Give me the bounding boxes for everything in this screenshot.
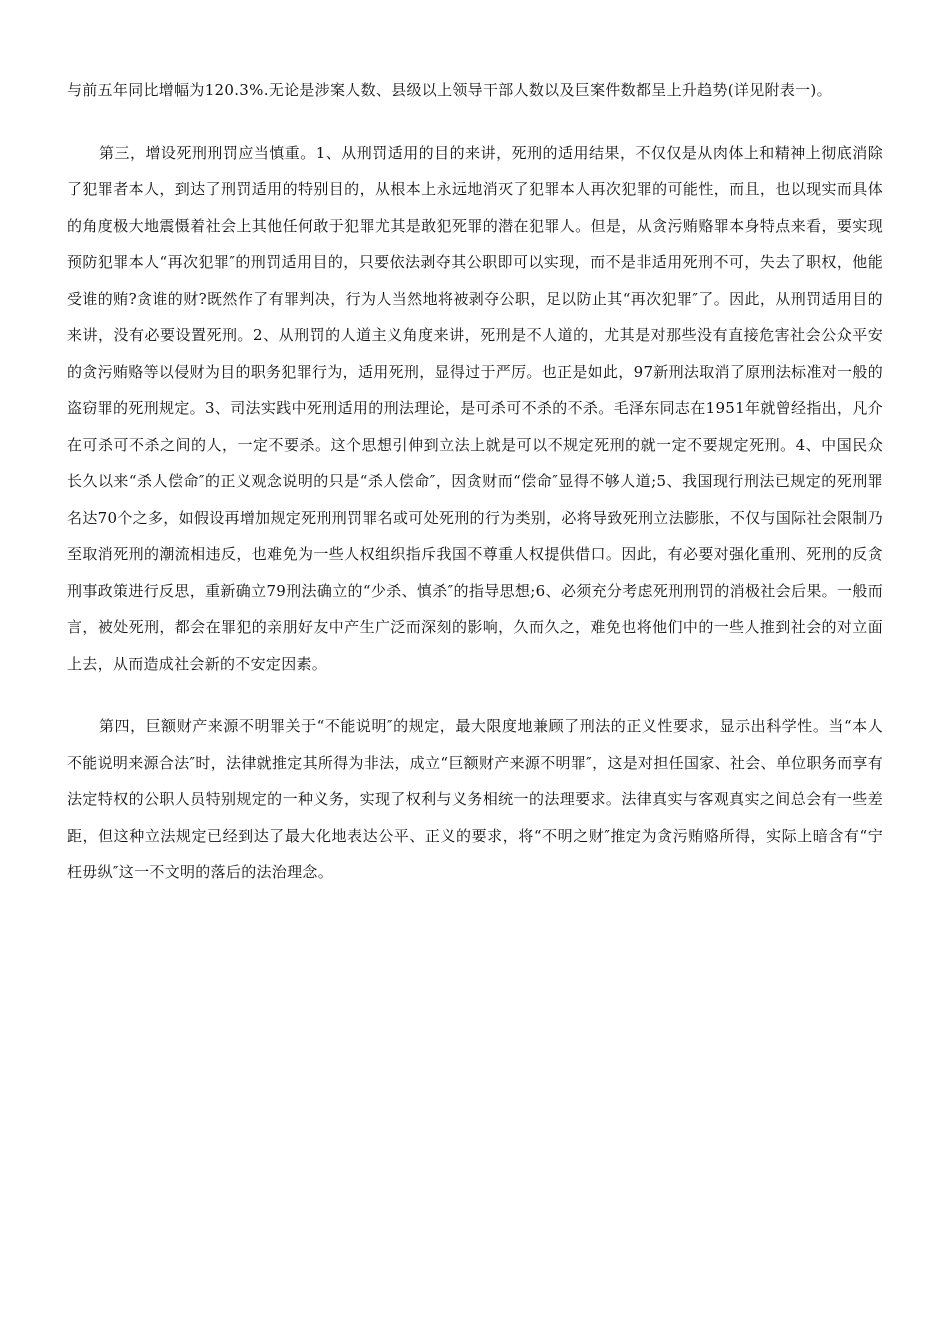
paragraph-continuation: 与前五年同比增幅为120.3%.无论是涉案人数、县级以上领导干部人数以及巨案件数都呈上升趋势(详见附表一)。 xyxy=(67,81,832,99)
document-page xyxy=(67,72,883,891)
paragraph-fourth-point: 第四，巨额财产来源不明罪关于“不能说明″的规定，最大限度地兼顾了刑法的正义性要求，显示出科学性。当“本人不能说明来源合法″时，法律就推定其所得为非法，成立“巨额财产来源不明罪″，这是对担任国家、社会、单位职务而享有法定特权的公职人员特别规定的一种义务，实现了权利与义务相统一的法理要求。法律真实与客观真实之间总会有一些差距，但这种立法规定已经到达了最大化地表达公平、正义的要求，将“不明之财″推定为贪污贿赂所得，实际上暗含有“宁枉毋纵″这一不文明的落后的法治理念。 xyxy=(67,717,883,881)
paragraph-third-point: 第三，增设死刑刑罚应当慎重。1、从刑罚适用的目的来讲，死刑的适用结果，不仅仅是从肉体上和精神上彻底消除了犯罪者本人，到达了刑罚适用的特别目的，从根本上永远地消灭了犯罪本人再次犯罪的可能性，而且，也以现实而具体的角度极大地震慑着社会上其他任何敢于犯罪尤其是敢犯死罪的潜在犯罪人。但是，从贪污贿赂罪本身特点来看，要实现预防犯罪本人“再次犯罪″的刑罚适用目的，只要依法剥夺其公职即可以实现，而不是非适用死刑不可，失去了职权，他能受谁的贿?贪谁的财?既然作了有罪判决，行为人当然地将被剥夺公职，足以防止其“再次犯罪″了。因此，从刑罚适用目的来讲，没有必要设置死刑。2、从刑罚的人道主义角度来讲，死刑是不人道的，尤其是对那些没有直接危害社会公众平安的贪污贿赂等以侵财为目的职务犯罪行为，适用死刑，显得过于严厉。也正是如此，97新刑法取消了原刑法标准对一般的盗窃罪的死刑规定。3、司法实践中死刑适用的刑法理论，是可杀可不杀的不杀。毛泽东同志在1951年就曾经指出，凡介在可杀可不杀之间的人，一定不要杀。这个思想引伸到立法上就是可以不规定死刑的就一定不要规定死刑。4、中国民众长久以来“杀人偿命″的正义观念说明的只是“杀人偿命″，因贪财而“偿命″显得不够人道;5、我国现行刑法已规定的死刑罪名达70个之多，如假设再增加规定死刑刑罚罪名或可处死刑的行为类别，必将导致死刑立法膨胀，不仅与国际社会限制乃至取消死刑的潮流相违反，也难免为一些人权组织指斥我国不尊重人权提供借口。因此，有必要对强化重刑、死刑的反贪刑事政策进行反思，重新确立79刑法确立的“少杀、慎杀″的指导思想;6、必须充分考虑死刑刑罚的消极社会后果。一般而言，被处死刑，都会在罪犯的亲朋好友中产生广泛而深刻的影响，久而久之，难免也将他们中的一些人推到社会的对立面上去，从而造成社会新的不安定因素。 xyxy=(67,143,883,673)
